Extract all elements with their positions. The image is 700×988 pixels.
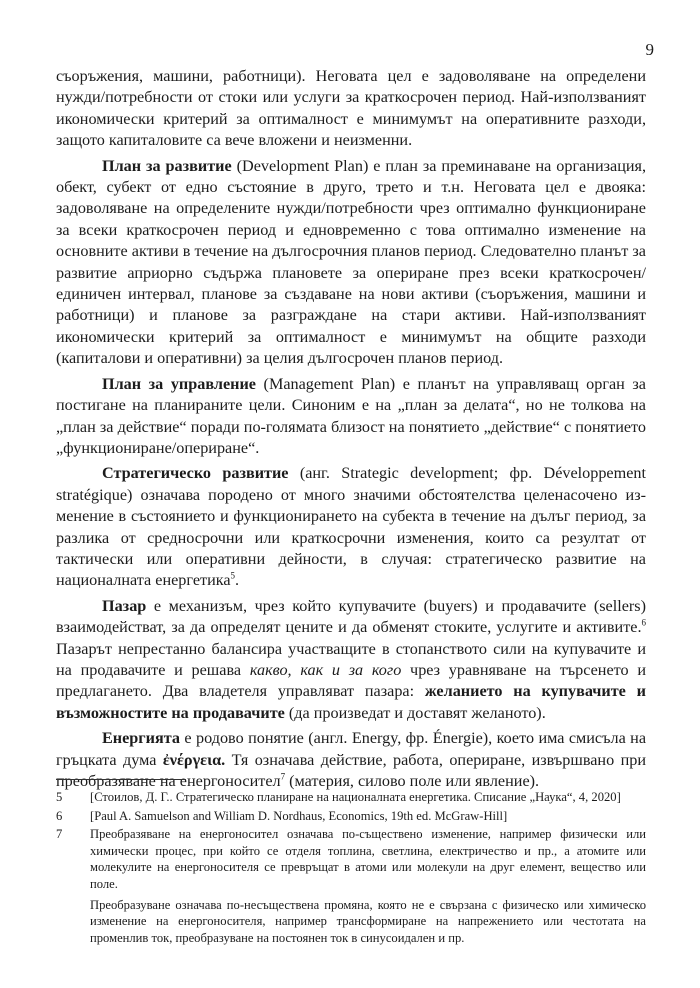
paragraph-text: е родово понятие (англ. Energy, фр. Énergie), което има смисъла на гръцката дума (56, 729, 646, 769)
paragraph-text: . (235, 571, 240, 590)
footnote-number: 7 (56, 827, 63, 842)
footnote-text: [Стоилов, Д. Г.. Стратегическо планиране на националната енергетика. Списание „Наука“, 4, 2020] (90, 790, 621, 804)
paragraph-market (56, 596, 646, 724)
footnote-number: 5 (56, 790, 63, 804)
footnote-ref-7[interactable]: 7 (280, 771, 286, 782)
footnote-6 (56, 808, 646, 825)
paragraph-development-plan (56, 156, 646, 370)
term-strategic-development: Стратегическо развитие (102, 464, 289, 483)
paragraph-text: (Management Plan) е планът на управляващ орган за постигане на планираните цели. Синоним е на „план за делата“, но не толкова на „план за действие“ поради по-голямата близост на понятието „действие“ с понятието „функциониране/опериране“. (56, 374, 646, 457)
paragraph-text: Тя означава действие, работа, опериране, извършвано при преобразяване на енергоносител (56, 750, 647, 790)
term-development-plan: План за развитие (102, 156, 232, 175)
footnote-ref-6[interactable]: 6 (641, 617, 646, 628)
paragraph-text: (анг. Strategic development; фр. Développement stratégique) означава породено от много значими обстоятелства целенасочено изменение в състоянието и функционирането на субекта в течение на дълъг период, за разлика от средносрочни или краткосрочни изменения, които са резултат от тактически или оперативни дейности, в случая: стратегическо развитие на националната енергетика (56, 464, 646, 590)
term-management-plan: План за управление (102, 374, 256, 393)
paragraph-text: (да произведат и доставят желаното). (284, 703, 546, 722)
paragraph-energy (56, 728, 646, 792)
paragraph-management-plan (56, 374, 646, 460)
greek-word: ἐνέργεια. (162, 750, 226, 769)
paragraph-strategic-development (56, 463, 646, 591)
term-market: Пазар (102, 596, 147, 615)
footnote-text: Преобразяване на енергоносител означава по-съществено изменение, например физически или химически процес, при който се отделя топлина, светлина, електричество и пр., а атомите или молекулите на енергоносителя се превръщат в атоми или молекули на друг елемент, вещество или поле. (90, 827, 646, 891)
footnote-number: 6 (56, 808, 63, 823)
paragraph-text: чрез уравняване на търсенето и предлагането. Два владетеля управляват пазара: (56, 660, 646, 701)
footnotes (56, 789, 646, 946)
footnote-5 (56, 789, 646, 806)
footnote-ref-5[interactable]: 5 (230, 570, 236, 581)
page-number: 9 (645, 40, 654, 59)
footnote-divider (56, 779, 186, 780)
paragraph-text: (Development Plan) е план за преминаване на организация, обект, субект от едно състояние в друго, трето и т.н. Неговата цел е двояка: задоволяване на определените нужди/потребности чрез оптимално функциониране за всеки краткосрочен период и едновременно с това оптимално изменение на основните активи в течение на дългосрочния планов период. Следователно планът за развитие априорно съдържа плановете за опериране през всеки краткосрочен/единичен интервал, планове за създаване на нови активи (съоръжения, машини и работници) и планове за разграждане на стари активи. Най-използваният икономически критерий за оптималност е минимумът на общите разходи (капиталови и оперативни) за целия дългосрочен планов период. (56, 156, 647, 368)
paragraph-text: (материя, силово поле или явление). (285, 772, 540, 790)
footnote-7 (56, 826, 646, 892)
footnote-7-continuation: Преобразуване означава по-несъществена промяна, която не е свързана с физическо или химическо изменение на енергоносителя, например трансформиране на напрежението или честотата на променлив ток, преобразуване на постоянен ток в синусоидален и пр. (90, 897, 646, 945)
footnote-text: [Paul A. Samuelson and William D. Nordhaus, Economics, 19th ed. McGraw-Hill] (90, 808, 508, 823)
paragraph-text: Пазарът непрестанно балансира участващите в стопанството сили на купувачите и на продавачите и решава (56, 639, 646, 679)
term-energy: Енергията (102, 729, 180, 748)
paragraph-text: е механизъм, чрез който купувачите (buyers) и продавачите (sellers) взаимодействат, за да определят цените и да обменят стоките, услугите и активите. (56, 596, 646, 637)
bold-phrase: желанието на купувачите и възможностите на продавачите (56, 682, 646, 722)
body-text (56, 66, 646, 792)
italic-phrase: какво, как и за кого (249, 660, 402, 679)
paragraph-continuation: съоръжения, машини, работници). Неговата цел е задоволяване на определени нужди/потребности от стоки или услуги за краткосрочен период. Най-използваният икономически критерий за оптималност е минимумът на оперативните разходи, защото капиталовите са вече вложени и неизменни. (56, 67, 646, 150)
